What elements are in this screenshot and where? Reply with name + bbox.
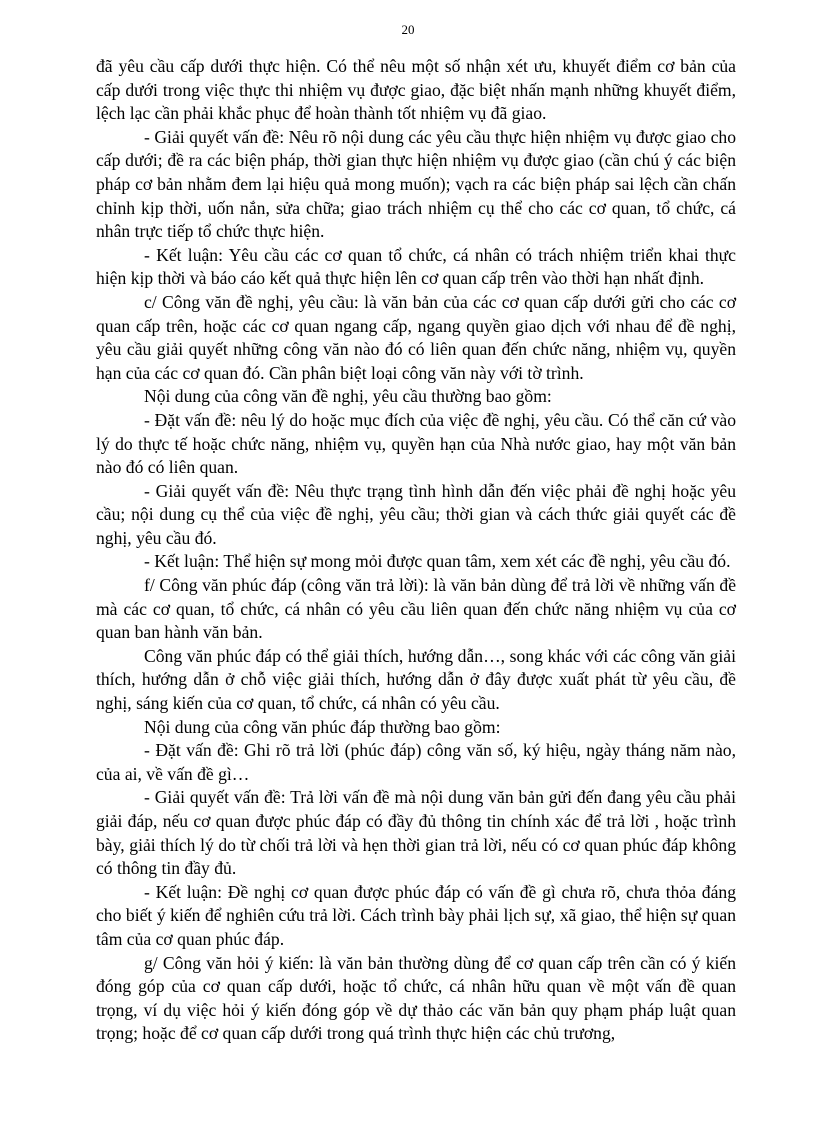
paragraph-continuation: đã yêu cầu cấp dưới thực hiện. Có thể nêu một số nhận xét ưu, khuyết điểm cơ bản của cấp dưới trong việc thực thi nhiệm vụ được giao, đặc biệt nhấn mạnh những khuyết điểm, lệch lạc cần phải khắc phục để hoàn thành tốt nhiệm vụ đã giao. bbox=[96, 56, 736, 124]
paragraph-ket-luan-2: - Kết luận: Thể hiện sự mong mỏi được quan tâm, xem xét các đề nghị, yêu cầu đó. bbox=[144, 551, 731, 572]
paragraph-noi-dung-phuc-dap: Nội dung của công văn phúc đáp thường bao gồm: bbox=[144, 716, 501, 737]
paragraph-giai-quyet-van-de-3: - Giải quyết vấn đề: Trả lời vấn đề mà nội dung văn bản gửi đến đang yêu cầu phải giải đáp, nếu cơ quan được phúc đáp có đầy đủ thông tin chính xác để trả lời , hoặc trình bày, giải thích lý do từ chối trả lời và hẹn thời gian trả lời, nếu có cơ quan phúc đáp không có thông tin đầy đủ. bbox=[96, 787, 736, 879]
paragraph-dat-van-de-3: - Đặt vấn đề: Ghi rõ trả lời (phúc đáp) công văn số, ký hiệu, ngày tháng năm nào, của ai, về vấn đề gì… bbox=[96, 740, 736, 784]
paragraph-giai-quyet-van-de: - Giải quyết vấn đề: Nêu rõ nội dung các yêu cầu thực hiện nhiệm vụ được giao cho cấp dưới; đề ra các biện pháp, thời gian thực hiện nhiệm vụ được giao (cần chú ý các biện pháp cơ bản nhằm đem lại hiệu quả mong muốn); vạch ra các biện pháp sai lệch cần chấn chỉnh kịp thời, uốn nắn, sửa chữa; giao trách nhiệm cụ thể cho các cơ quan, tổ chức, cá nhân trực tiếp tổ chức thực hiện. bbox=[96, 126, 736, 242]
page-number: 20 bbox=[401, 22, 415, 37]
paragraph-cong-van-phuc-dap: f/ Công văn phúc đáp (công văn trả lời): là văn bản dùng để trả lời về những vấn đề mà các cơ quan, tổ chức, cá nhân có yêu cầu liên quan đến chức năng nhiệm vụ của cơ quan ban hành văn bản. bbox=[96, 575, 736, 643]
paragraph-ket-luan-3: - Kết luận: Đề nghị cơ quan được phúc đáp có vấn đề gì chưa rõ, chưa thỏa đáng cho biết ý kiến để nghiên cứu trả lời. Cách trình bày phải lịch sự, xã giao, thể hiện sự quan tâm của cơ quan phúc đáp. bbox=[96, 881, 736, 949]
paragraph-dat-van-de: - Đặt vấn đề: nêu lý do hoặc mục đích của việc đề nghị, yêu cầu. Có thể căn cứ vào lý do thực tế hoặc chức năng, nhiệm vụ, quyền hạn của Nhà nước giao, hay một văn bản nào đó có liên quan. bbox=[96, 409, 736, 478]
paragraph-cong-van-de-nghi: c/ Công văn đề nghị, yêu cầu: là văn bản của các cơ quan cấp dưới gửi cho các cơ quan cấp trên, hoặc các cơ quan ngang cấp, ngang quyền giao dịch với nhau để đề nghị, yêu cầu giải quyết những công văn nào đó có liên quan đến chức năng, nhiệm vụ, quyền hạn của các cơ quan đó. Cần phân biệt loại công văn này với tờ trình. bbox=[96, 291, 736, 383]
paragraph-giai-quyet-van-de-2: - Giải quyết vấn đề: Nêu thực trạng tình hình dẫn đến việc phải đề nghị hoặc yêu cầu; nội dung cụ thể của việc đề nghị, yêu cầu; thời gian và cách thức giải quyết các đề nghị, yêu cầu đó. bbox=[96, 480, 736, 548]
paragraph-cong-van-hoi-y-kien: g/ Công văn hỏi ý kiến: là văn bản thường dùng để cơ quan cấp trên cần có ý kiến đóng góp của cơ quan cấp dưới, hoặc tổ chức, cá nhân hữu quan về một vấn đề quan trọng, ví dụ việc hỏi ý kiến đóng góp về dự thảo các văn bản quy phạm pháp luật quan trọng; hoặc để cơ quan cấp dưới trong quá trình thực hiện các chủ trương, bbox=[96, 952, 736, 1044]
document-body bbox=[96, 55, 736, 1046]
paragraph-ket-luan: - Kết luận: Yêu cầu các cơ quan tổ chức, cá nhân có trách nhiệm triển khai thực hiện kịp thời và báo cáo kết quả thực hiện lên cơ quan cấp trên vào thời hạn nhất định. bbox=[96, 244, 736, 289]
paragraph-noi-dung-de-nghi: Nội dung của công văn đề nghị, yêu cầu thường bao gồm: bbox=[144, 386, 552, 407]
paragraph-phuc-dap-giai-thich: Công văn phúc đáp có thể giải thích, hướng dẫn…, song khác với các công văn giải thích, hướng dẫn ở chỗ việc giải thích, hướng dẫn ở đây được xuất phát từ yêu cầu, đề nghị, sáng kiến của cơ quan, tổ chức, cá nhân có yêu cầu. bbox=[96, 645, 736, 714]
